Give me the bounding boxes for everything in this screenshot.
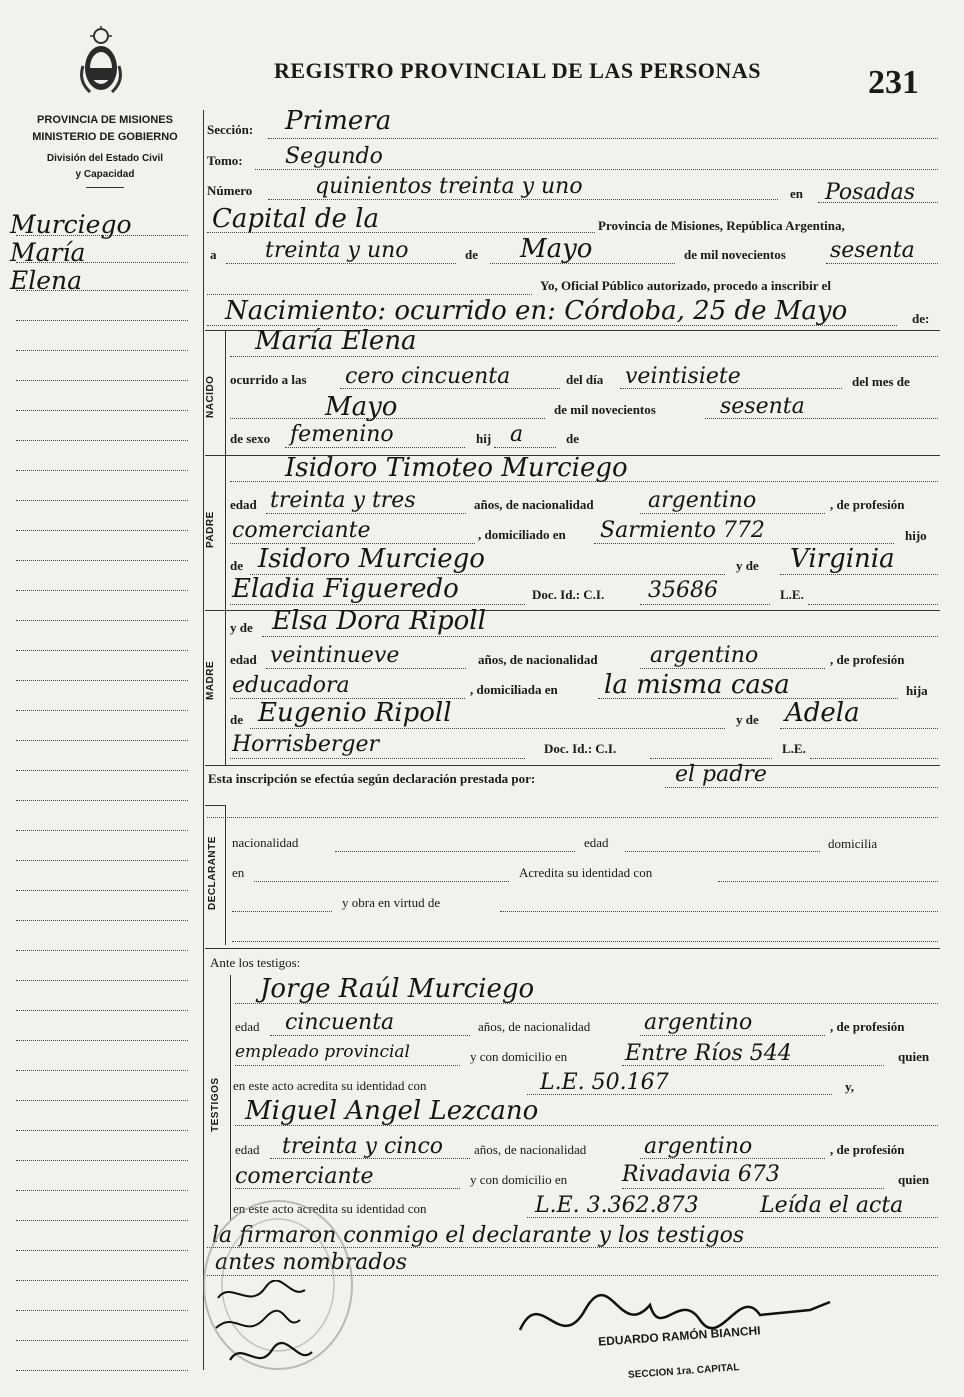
t1-anos-label: años, de nacionalidad bbox=[478, 1019, 591, 1034]
madre-edad-value: veintinueve bbox=[270, 643, 400, 668]
ante-testigos-label: Ante los testigos: bbox=[210, 955, 301, 970]
madre-edad-label: edad bbox=[230, 652, 257, 667]
madre-y-de-2-label: y de bbox=[736, 712, 759, 727]
en-label: en bbox=[790, 186, 803, 201]
testigo1-nacionalidad-value: argentino bbox=[644, 1010, 753, 1035]
de-mil-novecientos-label: de mil novecientos bbox=[684, 247, 786, 262]
de-label: de bbox=[465, 247, 478, 262]
madre-madre-1-value: Adela bbox=[785, 698, 860, 728]
padre-nombre-value: Isidoro Timoteo Murciego bbox=[285, 453, 628, 483]
yo-oficial-label: Yo, Oficial Público autorizado, procedo a inscribir el bbox=[540, 278, 831, 293]
testigo1-nombre-value: Jorge Raúl Murciego bbox=[260, 974, 535, 1004]
madre-de-label: de bbox=[230, 712, 243, 727]
anio-value: sesenta bbox=[830, 238, 915, 263]
t2-quien-label: quien bbox=[898, 1172, 930, 1187]
hora-value: cero cincuenta bbox=[345, 364, 511, 389]
madre-y-de-label: y de bbox=[230, 620, 253, 635]
nacido-section-label: NACIDO bbox=[205, 375, 216, 418]
testigo1-profesion-value: empleado provincial bbox=[235, 1042, 410, 1062]
testigo2-profesion-value: comerciante bbox=[235, 1164, 374, 1189]
mes-nac-value: Mayo bbox=[325, 392, 398, 422]
testigo1-edad-value: cincuenta bbox=[285, 1010, 395, 1035]
province-label: PROVINCIA DE MISIONES bbox=[37, 114, 173, 126]
en-value: Posadas bbox=[825, 180, 916, 205]
t1-domicilio-label: y con domicilio en bbox=[470, 1049, 568, 1064]
sexo-value: femenino bbox=[290, 422, 394, 447]
madre-nombre-value: Elsa Dora Ripoll bbox=[272, 606, 486, 636]
padre-madre-1-value: Virginia bbox=[790, 544, 895, 574]
padre-madre-2-value: Eladia Figueredo bbox=[232, 574, 459, 604]
dia-nac-value: veintisiete bbox=[625, 364, 741, 389]
division-label-2: y Capacidad bbox=[75, 169, 135, 180]
padre-de-label: de bbox=[230, 558, 243, 573]
testigo2-domicilio-value: Rivadavia 673 bbox=[622, 1162, 780, 1187]
declarante-value: el padre bbox=[675, 762, 767, 787]
margin-name-1: María bbox=[10, 238, 86, 267]
t1-en-este-acto-label: en este acto acredita su identidad con bbox=[233, 1078, 427, 1093]
padre-edad-value: treinta y tres bbox=[270, 488, 416, 513]
declarante-section-label: DECLARANTE bbox=[207, 836, 218, 910]
nombre-value: María Elena bbox=[255, 326, 417, 356]
madre-anos-label: años, de nacionalidad bbox=[478, 652, 598, 667]
padre-profesion-value: comerciante bbox=[232, 518, 371, 543]
t1-profesion-label: , de profesión bbox=[830, 1019, 905, 1034]
provincia-label: Provincia de Misiones, República Argentina, bbox=[598, 218, 845, 233]
madre-doc-id-label: Doc. Id.: C.I. bbox=[544, 741, 617, 756]
de-colon-label: de: bbox=[912, 311, 930, 326]
nacimiento-value: Nacimiento: ocurrido en: Córdoba, 25 de Mayo bbox=[225, 296, 848, 326]
hijo-label: hijo bbox=[905, 528, 927, 543]
lectura-2-value: la firmaron conmigo el declarante y los testigos bbox=[212, 1223, 745, 1248]
doc-id-label: Doc. Id.: C.I. bbox=[532, 587, 605, 602]
numero-value: quinientos treinta y uno bbox=[315, 174, 583, 199]
padre-ci-value: 35686 bbox=[648, 578, 718, 603]
hija-label: hija bbox=[906, 683, 928, 698]
testigos-section-label: TESTIGOS bbox=[210, 1077, 221, 1132]
capital-value: Capital de la bbox=[212, 204, 379, 234]
witness-signatures bbox=[210, 1280, 330, 1380]
officer-name: EDUARDO RAMÓN BIANCHI bbox=[597, 1323, 761, 1349]
le-label: L.E. bbox=[780, 587, 804, 602]
testigo2-edad-value: treinta y cinco bbox=[282, 1134, 444, 1159]
madre-profesion-label: , de profesión bbox=[830, 652, 905, 667]
t2-en-este-acto-label: en este acto acredita su identidad con bbox=[233, 1201, 427, 1216]
main-border bbox=[203, 110, 204, 1370]
decl-en-label: en bbox=[232, 865, 245, 880]
tomo-label: Tomo: bbox=[207, 153, 243, 168]
sexo-label: de sexo bbox=[230, 431, 271, 446]
t2-anos-label: años, de nacionalidad bbox=[474, 1142, 587, 1157]
seccion-value: Primera bbox=[285, 106, 392, 136]
lectura-3-value: antes nombrados bbox=[215, 1250, 408, 1275]
testigo1-domicilio-value: Entre Ríos 544 bbox=[625, 1041, 792, 1066]
hij-label: hij bbox=[476, 431, 492, 446]
header-divider bbox=[86, 187, 124, 188]
coat-of-arms-icon bbox=[78, 26, 124, 96]
testigo2-doc-value: L.E. 3.362.873 bbox=[535, 1193, 699, 1218]
anio-nac-value: sesenta bbox=[720, 394, 805, 419]
t1-edad-label: edad bbox=[235, 1019, 260, 1034]
document-title: REGISTRO PROVINCIAL DE LAS PERSONAS bbox=[274, 58, 761, 83]
officer-signature bbox=[510, 1280, 840, 1360]
madre-padre-value: Eugenio Ripoll bbox=[258, 698, 452, 728]
testigo2-nombre-value: Miguel Angel Lezcano bbox=[245, 1096, 539, 1126]
padre-nacionalidad-value: argentino bbox=[648, 488, 757, 513]
t2-domicilio-label: y con domicilio en bbox=[470, 1172, 568, 1187]
margin-surname: Murciego bbox=[10, 210, 132, 239]
madre-domicilio-value: la misma casa bbox=[604, 670, 790, 700]
obra-en-virtud-label: y obra en virtud de bbox=[342, 895, 441, 910]
y-de-label: y de bbox=[736, 558, 759, 573]
t1-quien-label: quien bbox=[898, 1049, 930, 1064]
domicilia-label: domicilia bbox=[828, 836, 878, 851]
ocurrido-label: ocurrido a las bbox=[230, 372, 307, 387]
madre-le-label: L.E. bbox=[782, 741, 806, 756]
testigo2-nacionalidad-value: argentino bbox=[644, 1134, 753, 1159]
mes-value: Mayo bbox=[520, 234, 593, 264]
officer-section: SECCION 1ra. CAPITAL bbox=[627, 1362, 740, 1381]
t2-profesion-label: , de profesión bbox=[830, 1142, 905, 1157]
inscripcion-label: Esta inscripción se efectúa según declaración prestada por: bbox=[208, 771, 536, 786]
ministry-label: MINISTERIO DE GOBIERNO bbox=[32, 131, 178, 143]
margin-name-2: Elena bbox=[10, 266, 83, 295]
domiciliado-label: , domiciliado en bbox=[478, 527, 566, 542]
y-comma-label: y, bbox=[845, 1079, 855, 1094]
padre-profesion-label: , de profesión bbox=[830, 497, 905, 512]
de-2-label: de bbox=[566, 431, 579, 446]
decl-edad-label: edad bbox=[584, 835, 609, 850]
acredita-label: Acredita su identidad con bbox=[519, 865, 653, 880]
padre-section-label: PADRE bbox=[205, 511, 216, 548]
domiciliada-label: , domiciliada en bbox=[470, 682, 558, 697]
lectura-1-value: Leída el acta bbox=[760, 1193, 904, 1218]
seccion-label: Sección: bbox=[207, 122, 254, 137]
padre-anos-label: años, de nacionalidad bbox=[474, 497, 594, 512]
tomo-value: Segundo bbox=[285, 144, 383, 169]
padre-padre-value: Isidoro Murciego bbox=[258, 544, 485, 574]
a-label: a bbox=[210, 247, 217, 262]
page-number: 231 bbox=[868, 64, 919, 101]
division-label-1: División del Estado Civil bbox=[46, 153, 164, 164]
padre-edad-label: edad bbox=[230, 497, 257, 512]
padre-domicilio-value: Sarmiento 772 bbox=[600, 518, 765, 543]
nacionalidad-label: nacionalidad bbox=[232, 835, 299, 850]
dia-value: treinta y uno bbox=[265, 238, 409, 263]
del-dia-label: del día bbox=[566, 372, 604, 387]
t2-edad-label: edad bbox=[235, 1142, 260, 1157]
de-mil-nov-2-label: de mil novecientos bbox=[554, 402, 656, 417]
hij-suffix-value: a bbox=[510, 422, 524, 447]
numero-label: Número bbox=[207, 183, 253, 198]
madre-section-label: MADRE bbox=[205, 660, 216, 700]
madre-madre-2-value: Horrisberger bbox=[232, 732, 380, 757]
madre-profesion-value: educadora bbox=[232, 673, 350, 698]
del-mes-label: del mes de bbox=[852, 374, 910, 389]
madre-nacionalidad-value: argentino bbox=[650, 643, 759, 668]
testigo1-doc-value: L.E. 50.167 bbox=[540, 1070, 669, 1095]
